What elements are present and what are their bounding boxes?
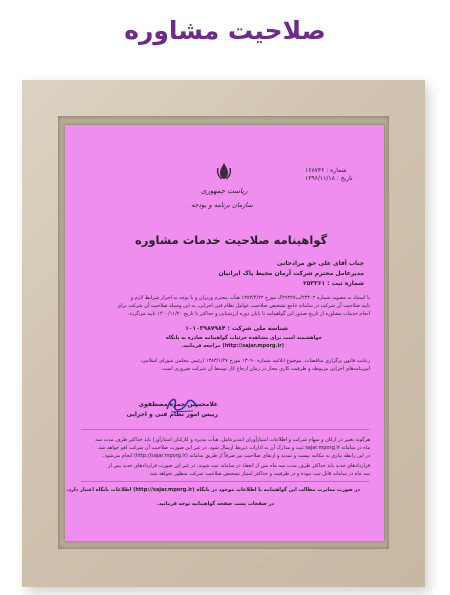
note-line: قراردادهای جدید باید حداکثر ظرف مدت سه ماه پس از انعقاد در سامانه ثبت شوند. در غیر این صورت قراردادهای جدید پس از <box>108 463 370 469</box>
footer-note: در صفحات پشت صفحه گواهینامه توجه فرمایید. <box>156 501 274 507</box>
addressee: جناب آقای علی حق مرادخانی <box>277 260 364 267</box>
note-line: سه ماه در سامانه قابل ثبت نبوده و در ظرفیت و حداکثر امتیاز تشخیص صلاحیت شرکت منظور نخواهد شد. <box>148 471 370 477</box>
authority-organization: سازمان برنامه و بودجه <box>191 201 253 209</box>
note-line: ماه در سامانه sajar.mporg.ir ثبت و مدارک آن به ادارات ذیربط ارسال شود. در غیر این صورت صلاحیت آن شرکت لغو خواهد شد. <box>96 445 370 451</box>
national-id: شناسه ملی شرکت : ۱۰۱۰۳۹۸۷۹۸۴ <box>185 325 288 332</box>
note-line: هرگونه تغییر در ارکان و سهام شرکت و اطلاعات امتیازآوران (مدیرعامل، هیأت مدیره و کارکنان امتیازآور) باید حداکثر ظرف مدت سه <box>95 437 370 443</box>
addressee-position: مدیرعامل محترم شرکت آرمان محیط پاک ایرانیان <box>218 270 364 277</box>
note-line: در صورت مغایرت مطالب این گواهینامه با اطلاعات موجود در پایگاه (http://sajar.mporg.ir) اطلاعات پایگاه اعتبار دارد. <box>66 487 360 493</box>
law-line: آیین‌نامه‌های اجرایی مربوطه و ظرفیت کاری مجاز در زمان ارجاع کار توسط آن شرکت ضروری است. <box>160 366 370 372</box>
divider <box>81 481 369 482</box>
certificate-heading: گواهینامه صلاحیت خدمات مشاوره <box>135 233 328 247</box>
page-title: صلاحیت مشاوره <box>124 16 326 45</box>
signer-title: رییس امور نظام فنی و اجرایی <box>126 411 218 418</box>
note-line: در این رابطه نیازی به مکاتبه نیست و تمدید و ارتقای صلاحیت نیز صرفاً از طریق سامانه (http://sajar.mporg.ir) انجام می‌شود. <box>102 453 370 459</box>
picture-frame <box>22 80 425 587</box>
law-line: رعایت قانون برگزاری مناقصات، موضوع ابلاغیه شماره ۱۳۰۹۰ مورخ ۱۳۸۳/۱/۲۷ (رئیس مجلس شورای اسلامی، <box>140 358 370 364</box>
request-line: خواهشمند است برای مشاهده جزئیات گواهینامه صادره به پایگاه <box>165 335 322 341</box>
body-line: انجام خدمات مشاوره از تاریخ صدور این گواهینامه تا پایان دوره ارزشیابی و حداکثر تا تاریخ ۱۴۰۰/۱۱/۲۰ تایید می‌گردد. <box>127 311 370 317</box>
divider <box>81 429 369 430</box>
registration-number: شماره ثبت : ۲۵۳۳۶۱ <box>303 280 364 287</box>
certificate-date: تاریخ : ۱۳۹۶/۱۱/۱۸ <box>305 175 353 182</box>
certificate-document <box>65 125 384 541</box>
iran-emblem-icon <box>214 161 234 181</box>
portal-line: (http://sajar.mporg.ir) مراجعه فرمایید. <box>181 343 284 349</box>
body-line: تایید صلاحیت آن شرکت در سامانه جامع تشخیص صلاحیت عوامل نظام فنی اجرایی، به این وسیله صلاحیت آن شرکت برای <box>117 303 370 309</box>
signer-name: غلامحسین حمزه مصطفوی <box>138 401 218 408</box>
certificate-number: شماره : ۱۶۸۷۳۶ <box>305 167 347 174</box>
authority-presidency: ریاست جمهوری <box>201 187 248 195</box>
body-line: با استناد به مصوبه شماره ۲۳۴۰۲/ت۲۹۲۲۷ک مورخ ۱۳۸۳/۴/۲۲ هیأت محترم وزیران و با توجه به احراز شرایط لازم و <box>130 295 370 301</box>
